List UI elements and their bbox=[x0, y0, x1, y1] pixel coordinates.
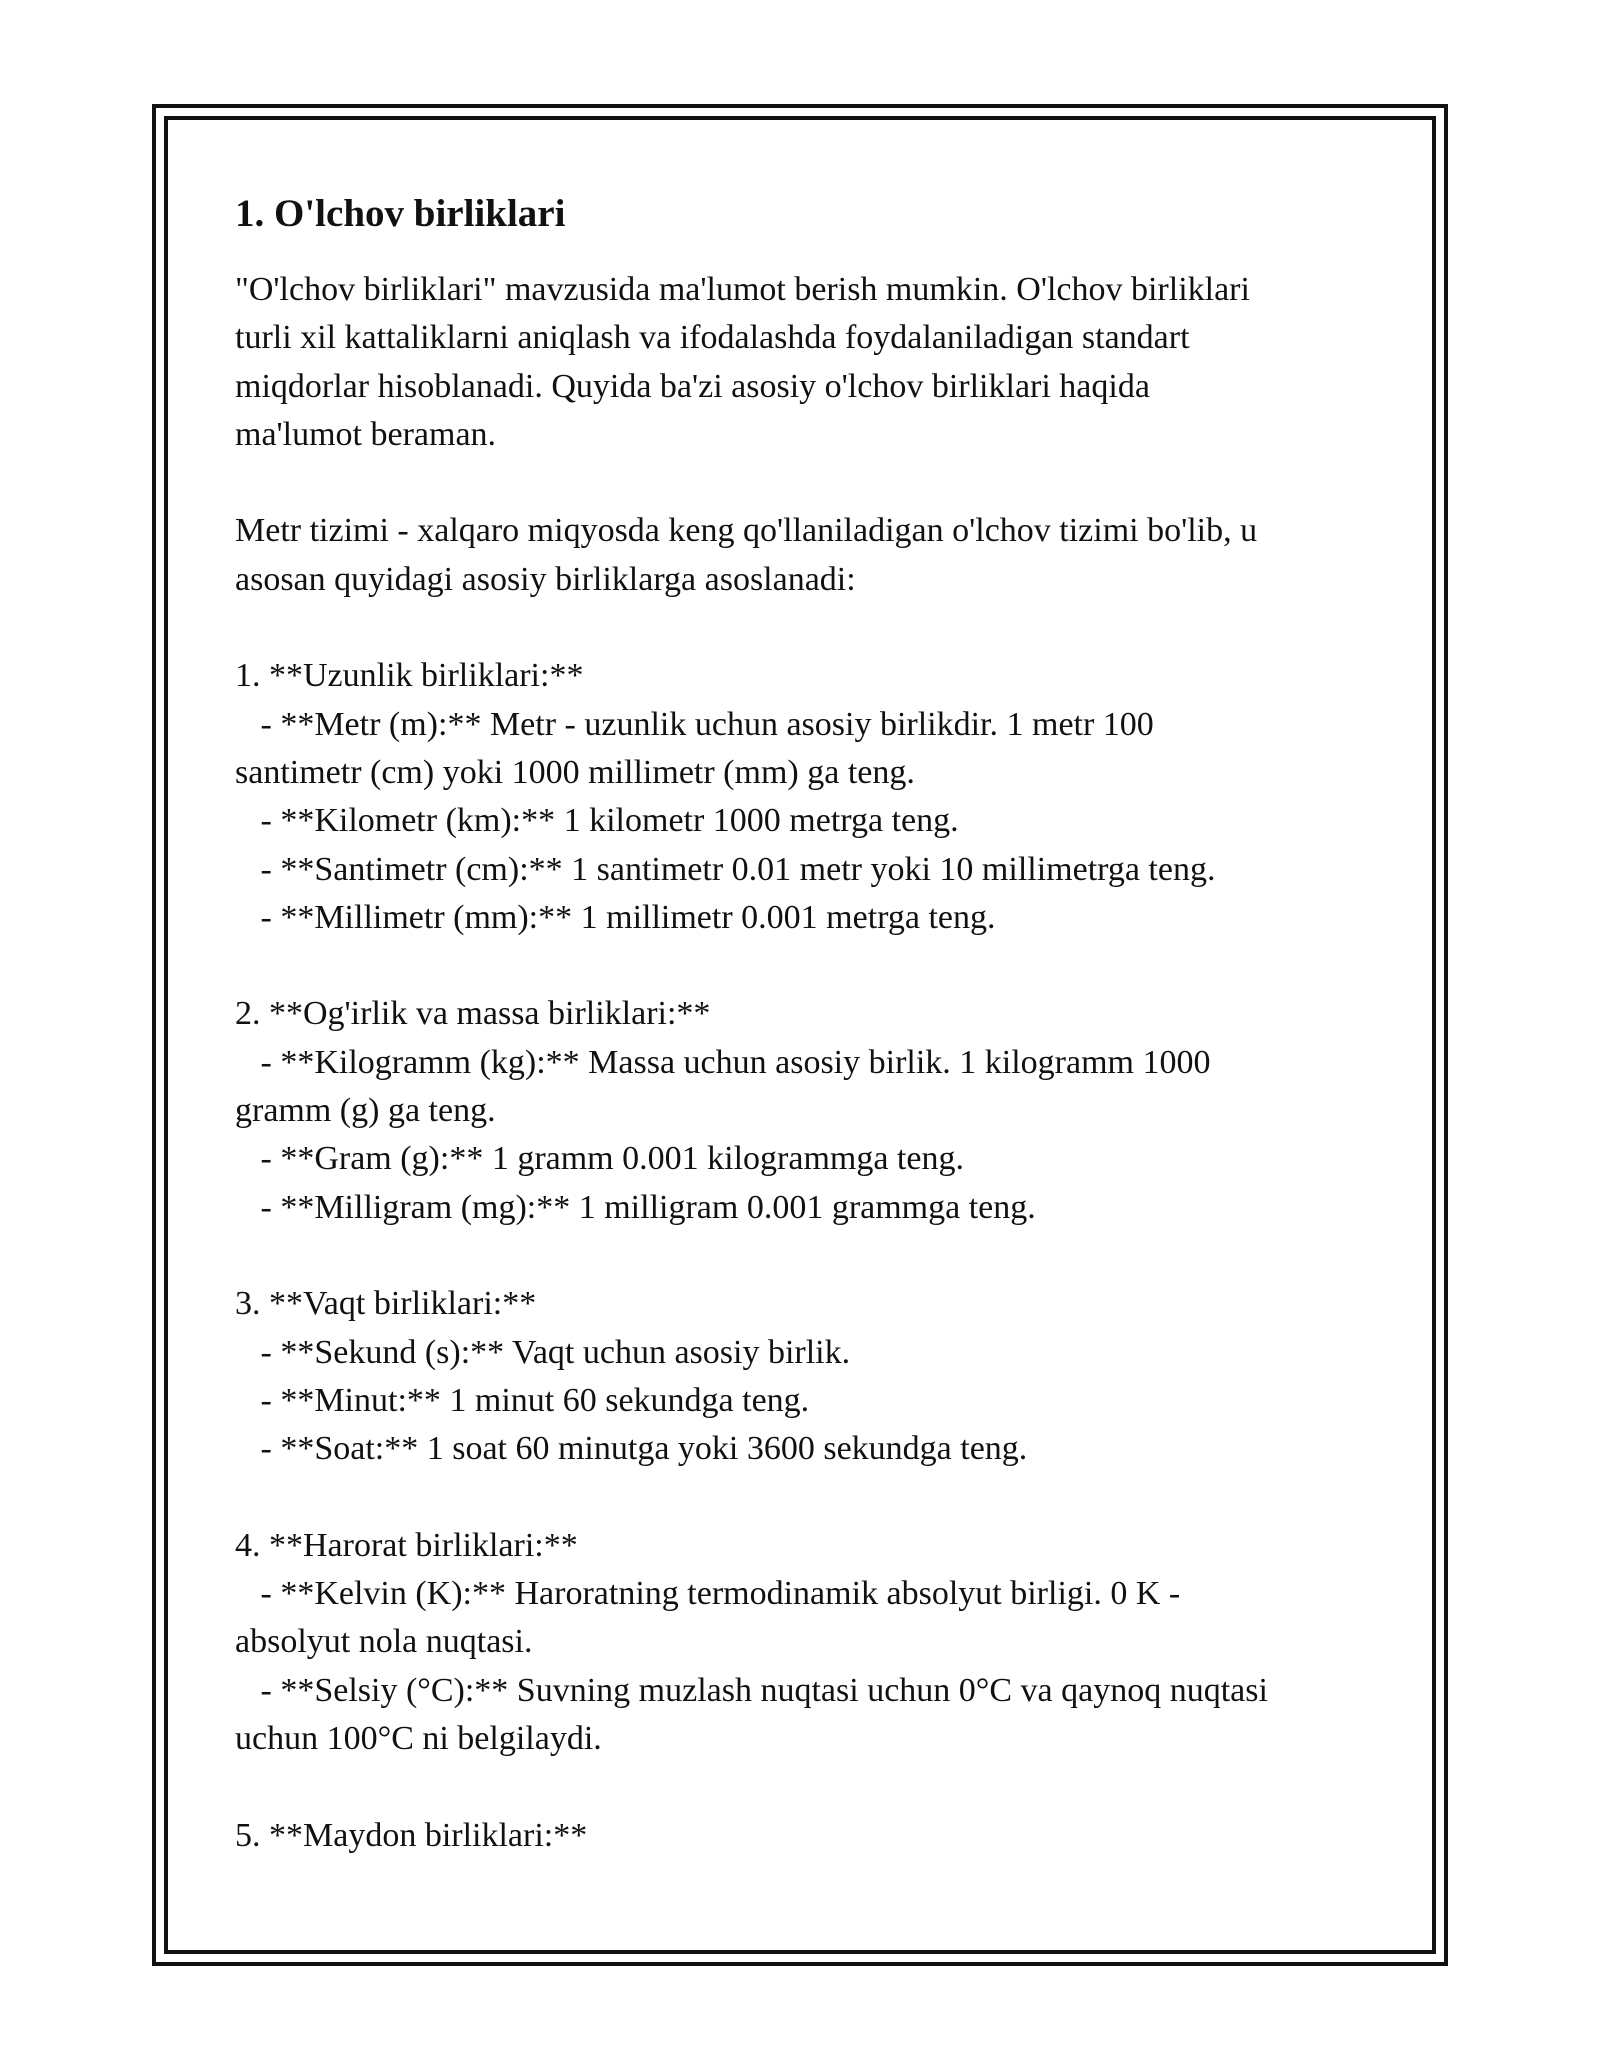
text-line: ma'lumot beraman. bbox=[235, 415, 497, 453]
text-line: - **Soat:** 1 soat 60 minutga yoki 3600 sekundga teng. bbox=[235, 1430, 1028, 1468]
text-line: "O'lchov birliklari" mavzusida ma'lumot berish mumkin. O'lchov birliklari bbox=[235, 271, 1250, 308]
text-line: - **Sekund (s):** Vaqt uchun asosiy birlik. bbox=[235, 1333, 851, 1371]
text-line: 3. **Vaqt birliklari:** bbox=[235, 1285, 537, 1323]
text-line: - **Kelvin (K):** Haroratning termodinamik absolyut birligi. 0 K - bbox=[235, 1575, 1181, 1613]
text-line: - **Millimetr (mm):** 1 millimetr 0.001 metrga teng. bbox=[235, 898, 996, 936]
document-body bbox=[235, 190, 1355, 1860]
text-line: 1. **Uzunlik birliklari:** bbox=[235, 657, 584, 695]
text-line: - **Selsiy (°C):** Suvning muzlash nuqtasi uchun 0°C va qaynoq nuqtasi bbox=[235, 1671, 1268, 1709]
blank-line bbox=[235, 1232, 1355, 1280]
text-line: absolyut nola nuqtasi. bbox=[235, 1623, 533, 1661]
text-line: gramm (g) ga teng. bbox=[235, 1092, 496, 1130]
text-line: uchun 100°C ni belgilaydi. bbox=[235, 1719, 602, 1757]
text-line: asosan quyidagi asosiy birliklarga asoslanadi: bbox=[235, 560, 856, 598]
document-title: 1. O'lchov birliklari bbox=[235, 192, 566, 235]
text-line: Metr tizimi - xalqaro miqyosda keng qo'llaniladigan o'lchov tizimi bo'lib, u bbox=[235, 512, 1258, 550]
text-line: - **Santimetr (cm):** 1 santimetr 0.01 metr yoki 10 millimetrga teng. bbox=[235, 850, 1216, 888]
text-line: santimetr (cm) yoki 1000 millimetr (mm) ga teng. bbox=[235, 753, 915, 791]
blank-line bbox=[235, 459, 1355, 507]
text-line: - **Kilometr (km):** 1 kilometr 1000 metrga teng. bbox=[235, 802, 959, 840]
text-line: - **Minut:** 1 minut 60 sekundga teng. bbox=[235, 1381, 810, 1419]
text-line: - **Metr (m):** Metr - uzunlik uchun asosiy birlikdir. 1 metr 100 bbox=[235, 705, 1154, 743]
blank-line bbox=[235, 942, 1355, 990]
text-line: turli xil kattaliklarni aniqlash va ifodalashda foydalaniladigan standart bbox=[235, 319, 1190, 357]
text-line: 5. **Maydon birliklari:** bbox=[235, 1816, 588, 1854]
blank-line bbox=[235, 604, 1355, 652]
blank-line bbox=[235, 1763, 1355, 1811]
text-line: - **Milligram (mg):** 1 milligram 0.001 grammga teng. bbox=[235, 1188, 1036, 1226]
text-line: - **Gram (g):** 1 gramm 0.001 kilogrammga teng. bbox=[235, 1140, 964, 1178]
text-line: - **Kilogramm (kg):** Massa uchun asosiy birlik. 1 kilogramm 1000 bbox=[235, 1043, 1211, 1081]
text-line: 2. **Og'irlik va massa birliklari:** bbox=[235, 995, 711, 1033]
text-line: miqdorlar hisoblanadi. Quyida ba'zi asosiy o'lchov birliklari haqida bbox=[235, 367, 1150, 405]
text-line: 4. **Harorat birliklari:** bbox=[235, 1526, 578, 1564]
blank-line bbox=[235, 1473, 1355, 1521]
document-text bbox=[235, 266, 1355, 1860]
